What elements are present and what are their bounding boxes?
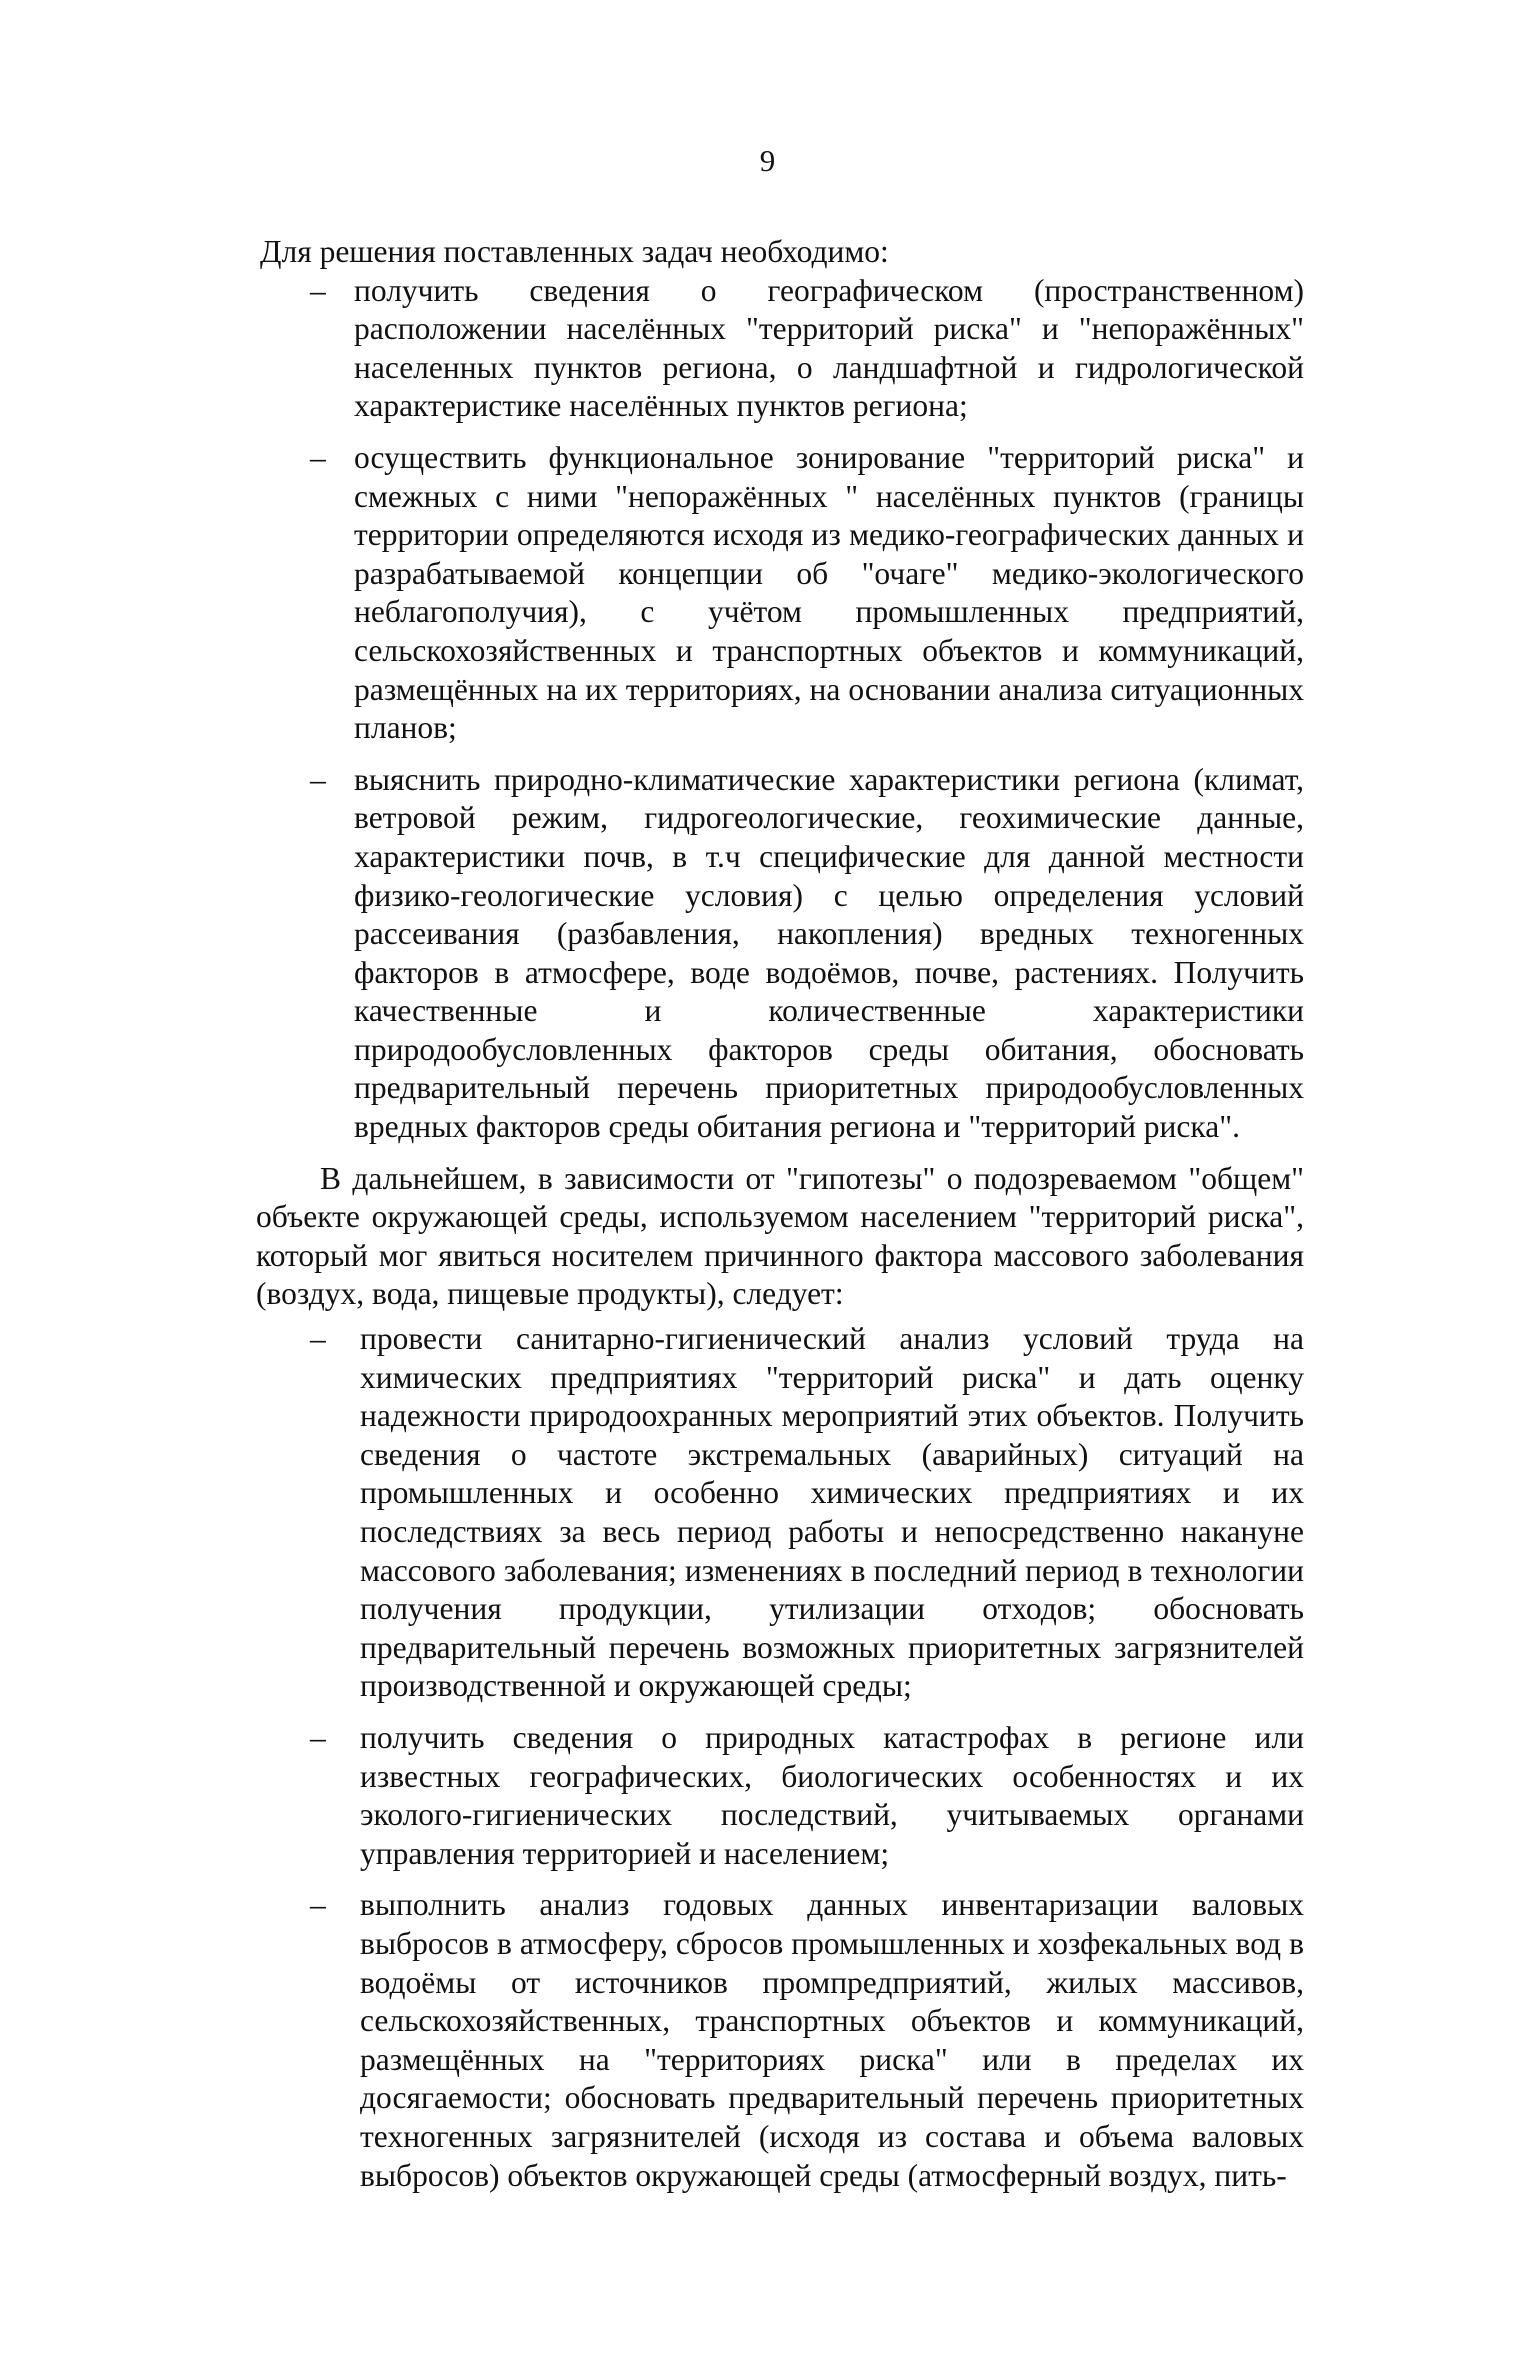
list-item-text: осуществить функциональное зонирование "территорий риска" и смежных с ними "непоражённых " населённых пунктов (границы территории определяются исходя из медико-географических данных и разрабатываемой концепции об "очаге" медико-экологического неблагополучия), с учётом промышленных предприятий, сельскохозяйственных и транспортных объектов и коммуникаций, размещённых на их территориях, на основании анализа ситуационных планов;: [354, 439, 1304, 746]
dash-marker: –: [310, 272, 326, 308]
task-list-one: [256, 272, 1304, 1147]
list-item: [256, 1320, 1304, 1706]
task-list-two: [256, 1320, 1304, 2195]
dash-marker: –: [310, 1887, 326, 1923]
list-item-text: выяснить природно-климатические характеристики региона (климат, ветровой режим, гидрогеологические, геохимические данные, характеристики почв, в т.ч специфические для данной местности физико-геологические условия) с целью определения условий рассеивания (разбавления, накопления) вредных техногенных факторов в атмосфере, воде водоёмов, почве, растениях. Получить качественные и количественные характеристики природообусловленных факторов среды обитания, обосновать предварительный перечень приоритетных природообусловленных вредных факторов среды обитания региона и "территорий риска".: [354, 761, 1304, 1145]
list-item-text: получить сведения о географическом (пространственном) расположении населённых "территорий риска" и "непоражённых" населенных пунктов региона, о ландшафтной и гидрологической характеристике населённых пунктов региона;: [354, 272, 1304, 424]
list-item-text: получить сведения о природных катастрофах в регионе или известных географических, биологических особенностях и их эколого-гигиенических последствий, учитываемых органами управления территорией и населением;: [360, 1719, 1304, 1871]
body-paragraph: В дальнейшем, в зависимости от "гипотезы" о подозреваемом "общем" объекте окружающей среды, используемом населением "территорий риска", который мог явиться носителем причинного фактора массового заболевания (воздух, вода, пищевые продукты), следует:: [256, 1160, 1304, 1312]
list-item: [256, 272, 1304, 426]
list-item: [256, 1886, 1304, 2195]
intro-line: Для решения поставленных задач необходимо:: [260, 234, 889, 269]
list-item-text: выполнить анализ годовых данных инвентаризации валовых выбросов в атмосферу, сбросов промышленных и хозфекальных вод в водоёмы от источников промпредприятий, жилых массивов, сельскохозяйственных, транспортных объектов и коммуникаций, размещённых на "территориях риска" или в пределах их досягаемости; обосновать предварительный перечень приоритетных техногенных загрязнителей (исходя из состава и объема валовых выбросов) объектов окружающей среды (атмосферный воздух, пить-: [360, 1887, 1304, 2193]
dash-marker: –: [310, 1719, 326, 1755]
list-item-text: провести санитарно-гигиенический анализ условий труда на химических предприятиях "территорий риска" и дать оценку надежности природоохранных мероприятий этих объектов. Получить сведения о частоте экстремальных (аварийных) ситуаций на промышленных и особенно химических предприятиях и их последствиях за весь период работы и непосредственно накануне массового заболевания; изменениях в последний период в технологии получения продукции, утилизации отходов; обосновать предварительный перечень возможных приоритетных загрязнителей производственной и окружающей среды;: [360, 1321, 1304, 1704]
page-number: 9: [759, 143, 776, 178]
dash-marker: –: [310, 761, 326, 797]
list-item: [256, 439, 1304, 748]
dash-marker: –: [310, 439, 326, 475]
list-item: [256, 761, 1304, 1147]
dash-marker: –: [310, 1321, 326, 1357]
document-body: [256, 233, 1304, 2208]
list-item: [256, 1719, 1304, 1873]
